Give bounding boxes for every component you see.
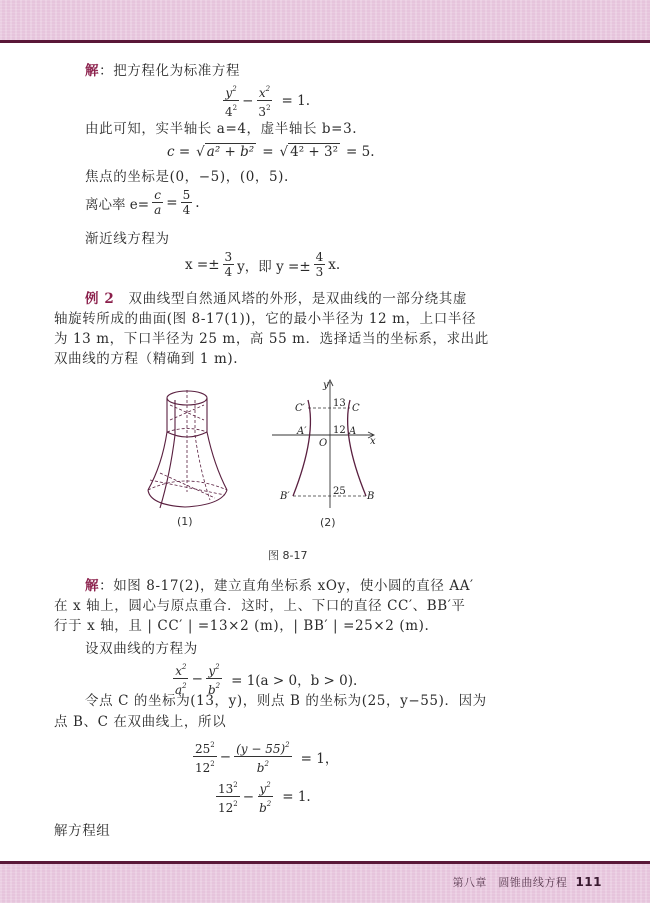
set-equation-label: 设双曲线的方程为: [85, 641, 198, 657]
let-point-line-1: 令点 C 的坐标为(13，y)，则点 B 的坐标为(25，y−55)．因为: [85, 693, 487, 709]
example2-line-3: 为 13 m，下口半径为 25 m，高 55 m．选择适当的坐标系，求出此: [54, 331, 489, 347]
figure-sub2-label: (2): [320, 516, 336, 529]
svg-text:13: 13: [333, 398, 346, 409]
svg-text:A: A: [349, 426, 357, 437]
svg-text:O: O: [319, 438, 328, 449]
svg-text:x: x: [370, 436, 376, 447]
svg-text:y: y: [323, 380, 329, 391]
example2-line-2: 轴旋转所成的曲面(图 8-17(1))，它的最小半径为 12 m，上口半径: [54, 311, 477, 327]
system-equation-2: $\frac{13^2}{12^2}$ − $\frac{y^2}{b^2}$ = 1.: [213, 778, 311, 815]
asymptote-label: 渐近线方程为: [85, 231, 170, 247]
solution-keyword: 解: [85, 63, 100, 79]
figure-hyperbola-coordinates: [270, 378, 380, 533]
svg-text:12: 12: [333, 425, 346, 436]
svg-text:B′: B′: [280, 491, 290, 502]
figure-cooling-tower: [140, 380, 250, 530]
solution-keyword: 解: [85, 578, 100, 594]
figure-sub1-label: (1): [177, 515, 193, 528]
svg-text:C′: C′: [295, 403, 305, 414]
axes-lengths-line: 由此可知，实半轴长 a=4，虚半轴长 b=3.: [85, 121, 358, 137]
solution2-line-3: 行于 x 轴，且 | CC′ | =13×2 (m)，| BB′ | =25×2 (m).: [54, 618, 430, 634]
let-point-line-2: 点 B、C 在双曲线上，所以: [54, 714, 227, 730]
svg-text:C: C: [352, 403, 360, 414]
page-footer: [452, 874, 602, 890]
page-number: 111: [575, 875, 602, 889]
eccentricity-line: 离心率 e= $\frac{c}{a}$ = $\frac{5}{4}$ .: [85, 188, 200, 217]
hyperbola-equation: $\frac{x^2}{a^2}$ − $\frac{y^2}{b^2}$ = 1(a > 0，b > 0).: [170, 660, 357, 697]
svg-text:A′: A′: [297, 426, 307, 437]
page-footer-band: [0, 861, 650, 903]
page-header-band: [0, 0, 650, 43]
chapter-title: 第八章 圆锥曲线方程: [452, 876, 568, 889]
example2-line-4: 双曲线的方程（精确到 1 m).: [54, 351, 239, 367]
standard-equation: $\frac{y^2}{4^2}$ − $\frac{x^2}{3^2}$ = 1.: [220, 82, 310, 119]
solution-intro-text: ：把方程化为标准方程: [99, 63, 241, 79]
example2-line-1: 例 2 双曲线型自然通风塔的外形，是双曲线的一部分绕其虚: [85, 291, 467, 307]
asymptote-equation: x =± $\frac{3}{4}$ y，即 y =± $\frac{4}{3}$ x.: [185, 250, 341, 279]
example-keyword: 例 2: [85, 291, 115, 307]
solve-system-label: 解方程组: [54, 823, 111, 839]
figure-caption: 图 8-17: [268, 549, 308, 562]
svg-text:25: 25: [333, 486, 346, 497]
svg-text:B: B: [367, 491, 375, 502]
solution2-line-2: 在 x 轴上，圆心与原点重合．这时，上、下口的直径 CC′、BB′平: [54, 598, 466, 614]
solution2-line-1: 解：如图 8-17(2)，建立直角坐标系 xOy，使小圆的直径 AA′: [85, 578, 474, 594]
c-equation: c = √ a² + b² = √ 4² + 3² = 5.: [167, 143, 375, 160]
system-equation-1: $\frac{25^2}{12^2}$ − $\frac{(y - 55)^2}{b^2}$ = 1，: [190, 738, 338, 775]
solution-intro: [85, 62, 240, 80]
foci-line: 焦点的坐标是(0，−5)，(0，5).: [85, 169, 289, 185]
